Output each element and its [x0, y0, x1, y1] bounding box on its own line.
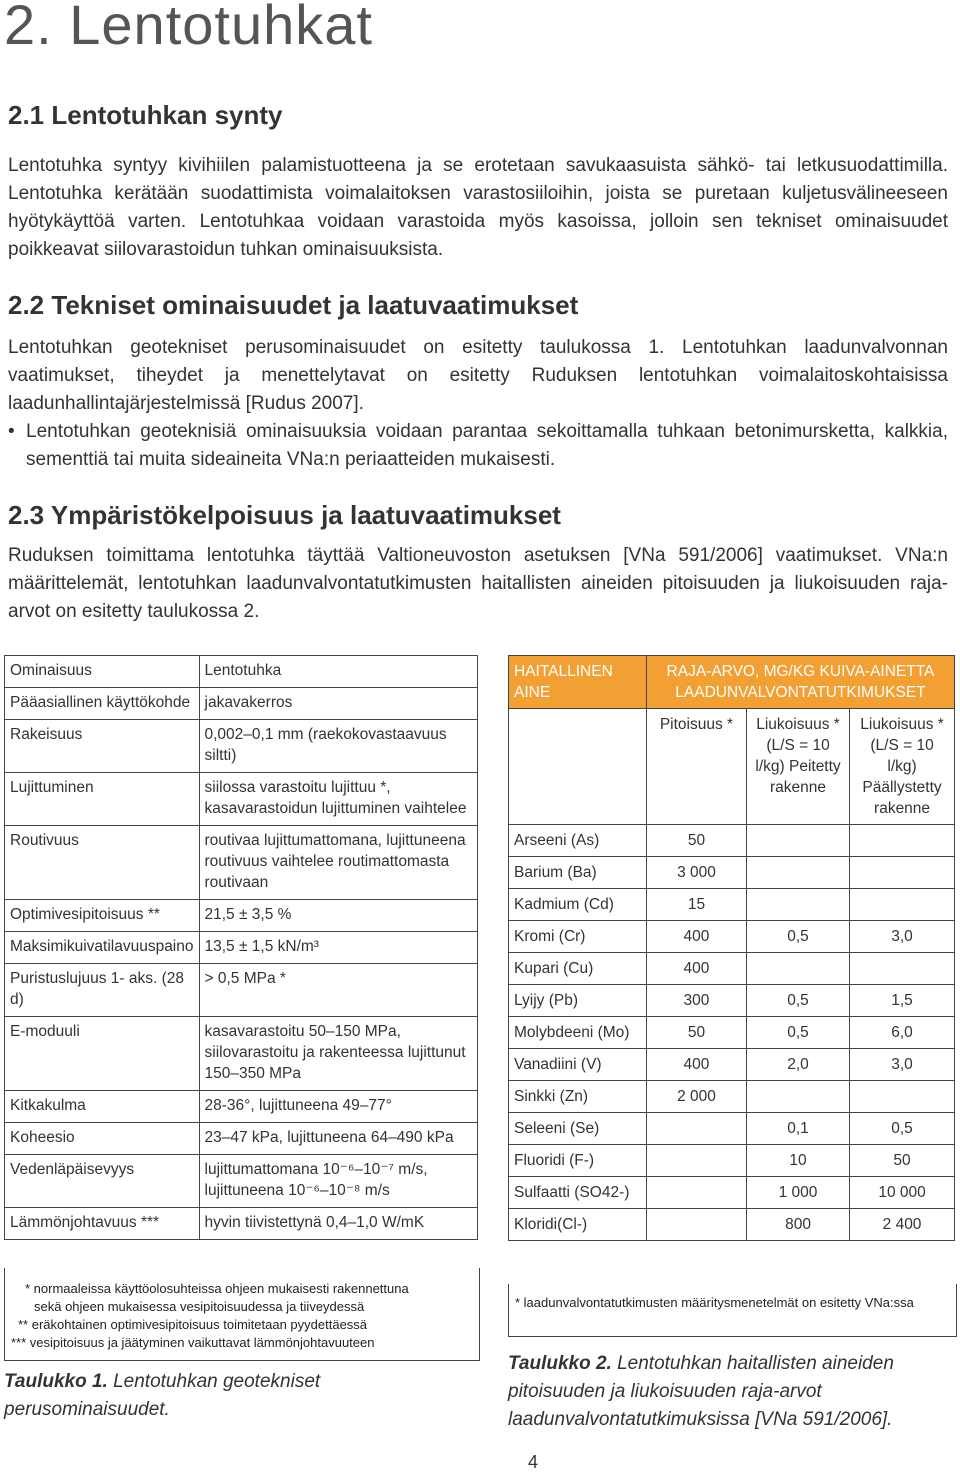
table-row [509, 1017, 955, 1049]
section-heading-2-3: 2.3 Ympäristökelpoisuus ja laatuvaatimukset [8, 500, 561, 530]
section-heading-2-1: 2.1 Lentotuhkan synty [8, 100, 283, 130]
page-number: 4 [528, 1452, 539, 1472]
table-cell-value [850, 889, 955, 921]
table-cell-substance: Molybdeeni (Mo) [509, 1017, 647, 1049]
table-row [5, 900, 478, 932]
table-cell-value [850, 857, 955, 889]
table-cell-value [746, 889, 849, 921]
section-2-3-paragraph: Ruduksen toimittama lentotuhka täyttää Valtioneuvoston asetuksen [VNa 591/2006] vaatimukset. VNa:n määrittelemät, lentotuhkan laadunvalvontatutkimusten haitallisten aineiden pitoisuuden ja liukoisuuden raja-arvot on esitetty taulukossa 2. [8, 545, 948, 622]
table-row [509, 889, 955, 921]
table-cell-value: lujittumattomana 10⁻⁶–10⁻⁷ m/s, lujittuneena 10⁻⁶–10⁻⁸ m/s [199, 1155, 478, 1208]
table-cell-value: 15 [646, 889, 746, 921]
section-2-2-paragraph: Lentotuhkan geotekniset perusominaisuudet on esitetty taulukossa 1. Lentotuhkan laadunvalvonnan vaatimukset, tiheydet ja menettelytavat on esitetty Ruduksen lentotuhkan voimalaitoskohtaisissa laadunhallintajärjestelmissä [Rudus 2007]. [8, 337, 948, 414]
table-cell-value: 0,5 [746, 1017, 849, 1049]
table1-footnote: ** eräkohtainen optimivesipitoisuus toimitetaan pyydettäessä [18, 1317, 368, 1332]
table-cell-property: Optimivesipitoisuus ** [5, 900, 200, 932]
table-header-row [509, 656, 955, 709]
table-cell-substance: Barium (Ba) [509, 857, 647, 889]
table2-caption-text: Lentotuhkan haitallisten aineiden pitoisuuden ja liukoisuuden raja-arvot laadunvalvontatutkimuksissa [VNa 591/2006]. [508, 1353, 894, 1430]
table-row [5, 932, 478, 964]
table-cell-value: 21,5 ± 3,5 % [199, 900, 478, 932]
table-cell-value: 50 [850, 1145, 955, 1177]
table-header-cell: RAJA-ARVO, MG/KG KUIVA-AINETTA LAADUNVALVONTATUTKIMUKSET [646, 656, 954, 709]
table-cell-substance: Seleeni (Se) [509, 1113, 647, 1145]
table-cell-value: 0,5 [746, 921, 849, 953]
table-cell-value: 1,5 [850, 985, 955, 1017]
table-cell-value [746, 857, 849, 889]
table-geotechnical-properties [4, 655, 478, 1240]
table-cell-value: siilossa varastoitu lujittuu *, kasavarastoidun lujittuminen vaihtelee [199, 773, 478, 826]
table-harmful-substances [508, 655, 955, 1241]
table-cell-value: kasavarastoitu 50–150 MPa, siilovarastoitu ja rakenteessa lujittunut 150–350 MPa [199, 1017, 478, 1091]
table1-footnote: * normaaleissa käyttöolosuhteissa ohjeen mukaisesti rakennettuna [25, 1281, 409, 1296]
section-2-2-bullet [8, 418, 948, 474]
table-subheader-cell: Liukoisuus * (L/S = 10 l/kg) Peitetty rakenne [746, 709, 849, 825]
table-cell-value [746, 825, 849, 857]
bullet-text: Lentotuhkan geoteknisiä ominaisuuksia voidaan parantaa sekoittamalla tuhkaan betonimursketta, kalkkia, sementtiä tai muita sideaineita VNa:n periaatteiden mukaisesti. [26, 421, 948, 470]
table1-footnote-box [4, 1268, 480, 1361]
table-cell-value [646, 1113, 746, 1145]
table-cell-property: Koheesio [5, 1123, 200, 1155]
table-row [5, 720, 478, 773]
table-cell-value: 0,5 [850, 1113, 955, 1145]
table-cell-value: 400 [646, 953, 746, 985]
table-cell-value: 800 [746, 1209, 849, 1241]
table-cell-value: 13,5 ± 1,5 kN/m³ [199, 932, 478, 964]
table2-footnote: * laadunvalvontatutkimusten määritysmenetelmät on esitetty VNa:ssa [515, 1295, 914, 1310]
table1-footnote: *** vesipitoisuus ja jäätyminen vaikuttavat lämmönjohtavuuteen [11, 1335, 375, 1350]
table-cell-value: 2,0 [746, 1049, 849, 1081]
table-cell-substance: Lyijy (Pb) [509, 985, 647, 1017]
table-cell-value: 6,0 [850, 1017, 955, 1049]
table-cell-value: 0,1 [746, 1113, 849, 1145]
table-row [5, 773, 478, 826]
table-row [509, 825, 955, 857]
table-cell-value [850, 825, 955, 857]
table-header-cell: HAITALLINEN AINE [509, 656, 647, 709]
table-cell-value [746, 953, 849, 985]
table2-caption-label: Taulukko 2. [508, 1353, 612, 1374]
table-cell-value: 3,0 [850, 921, 955, 953]
table1-caption-text: Lentotuhkan geotekniset perusominaisuudet. [4, 1371, 321, 1420]
table-cell-value: 10 [746, 1145, 849, 1177]
table-header-cell: Ominaisuus [5, 656, 200, 688]
table-cell-value: 2 400 [850, 1209, 955, 1241]
table-cell-value: 300 [646, 985, 746, 1017]
table-cell-value [646, 1145, 746, 1177]
table-cell-value: 10 000 [850, 1177, 955, 1209]
table-cell-value [746, 1081, 849, 1113]
table-cell-value: 28-36°, lujittuneena 49–77° [199, 1091, 478, 1123]
table1-footnote: sekä ohjeen mukaisessa vesipitoisuudessa ja tiiveydessä [34, 1299, 365, 1314]
table-subheader-empty [509, 709, 647, 825]
page-title: 2. Lentotuhkat [4, 0, 373, 56]
table-cell-substance: Fluoridi (F-) [509, 1145, 647, 1177]
table-cell-value: 1 000 [746, 1177, 849, 1209]
table-cell-property: Puristuslujuus 1- aks. (28 d) [5, 964, 200, 1017]
table-header-row [5, 656, 478, 688]
table-cell-value: hyvin tiivistettynä 0,4–1,0 W/mK [199, 1208, 478, 1240]
table-row [509, 985, 955, 1017]
table-cell-property: Lämmönjohtavuus *** [5, 1208, 200, 1240]
table-row [5, 1091, 478, 1123]
section-2-1-paragraph: Lentotuhka syntyy kivihiilen palamistuotteena ja se erotetaan savukaasuista sähkö- tai letkusuodattimilla. Lentotuhka kerätään suodattimista voimalaitoksen varastosiiloihin, joista se puretaan kuljetusvälineeseen hyötykäyttöä varten. Lentotuhkaa voidaan varastoida myös kasoissa, jolloin sen tekniset ominaisuudet poikkeavat siilovarastoidun tuhkan ominaisuuksista. [8, 155, 948, 260]
table-cell-property: Routivuus [5, 826, 200, 900]
table-row [509, 1177, 955, 1209]
table-cell-property: Vedenläpäisevyys [5, 1155, 200, 1208]
table-cell-substance: Kadmium (Cd) [509, 889, 647, 921]
table-row [509, 953, 955, 985]
table-cell-substance: Kromi (Cr) [509, 921, 647, 953]
table-cell-value: jakavakerros [199, 688, 478, 720]
table2-caption [508, 1350, 958, 1434]
table-cell-value [646, 1209, 746, 1241]
table-row [5, 688, 478, 720]
table-cell-value: 3,0 [850, 1049, 955, 1081]
table-cell-value: 23–47 kPa, lujittuneena 64–490 kPa [199, 1123, 478, 1155]
table-cell-property: Rakeisuus [5, 720, 200, 773]
table-row [509, 1145, 955, 1177]
table-row [509, 1049, 955, 1081]
table-subheader-cell: Liukoisuus * (L/S = 10 l/kg) Päällystetty rakenne [850, 709, 955, 825]
table2-footnote-box [508, 1284, 957, 1337]
table-cell-substance: Kupari (Cu) [509, 953, 647, 985]
table-cell-value: 400 [646, 921, 746, 953]
table-cell-value: 2 000 [646, 1081, 746, 1113]
table-header-cell: Lentotuhka [199, 656, 478, 688]
table-cell-value: 3 000 [646, 857, 746, 889]
table-cell-value: > 0,5 MPa * [199, 964, 478, 1017]
table-cell-property: Lujittuminen [5, 773, 200, 826]
table1-caption [4, 1368, 484, 1424]
table-cell-substance: Arseeni (As) [509, 825, 647, 857]
bullet-icon: • [8, 421, 15, 442]
table-row [509, 857, 955, 889]
table-cell-substance: Sinkki (Zn) [509, 1081, 647, 1113]
table-row [509, 1209, 955, 1241]
table-cell-substance: Kloridi(Cl-) [509, 1209, 647, 1241]
table-row [5, 964, 478, 1017]
table-subheader-cell: Pitoisuus * [646, 709, 746, 825]
table-subheader-row [509, 709, 955, 825]
table-cell-substance: Sulfaatti (SO42-) [509, 1177, 647, 1209]
table-cell-property: E-moduuli [5, 1017, 200, 1091]
section-heading-2-2: 2.2 Tekniset ominaisuudet ja laatuvaatimukset [8, 290, 579, 320]
table-cell-property: Kitkakulma [5, 1091, 200, 1123]
table-row [5, 1155, 478, 1208]
table-cell-substance: Vanadiini (V) [509, 1049, 647, 1081]
table-cell-value: 400 [646, 1049, 746, 1081]
table-cell-value [646, 1177, 746, 1209]
table-cell-property: Pääasiallinen käyttökohde [5, 688, 200, 720]
table-row [509, 1081, 955, 1113]
table-cell-value: 0,5 [746, 985, 849, 1017]
table-row [5, 1123, 478, 1155]
table-row [509, 921, 955, 953]
table-cell-value: 50 [646, 1017, 746, 1049]
table-cell-value [850, 1081, 955, 1113]
table-row [5, 1017, 478, 1091]
table-row [5, 1208, 478, 1240]
table-cell-value: 0,002–0,1 mm (raekokovastaavuus siltti) [199, 720, 478, 773]
table-row [509, 1113, 955, 1145]
table-cell-value [850, 953, 955, 985]
table-cell-value: 50 [646, 825, 746, 857]
table-cell-property: Maksimikuivatilavuuspaino [5, 932, 200, 964]
table-row [5, 826, 478, 900]
table1-caption-label: Taulukko 1. [4, 1371, 108, 1392]
table-cell-value: routivaa lujittumattomana, lujittuneena routivuus vaihtelee routimattomasta routivaan [199, 826, 478, 900]
